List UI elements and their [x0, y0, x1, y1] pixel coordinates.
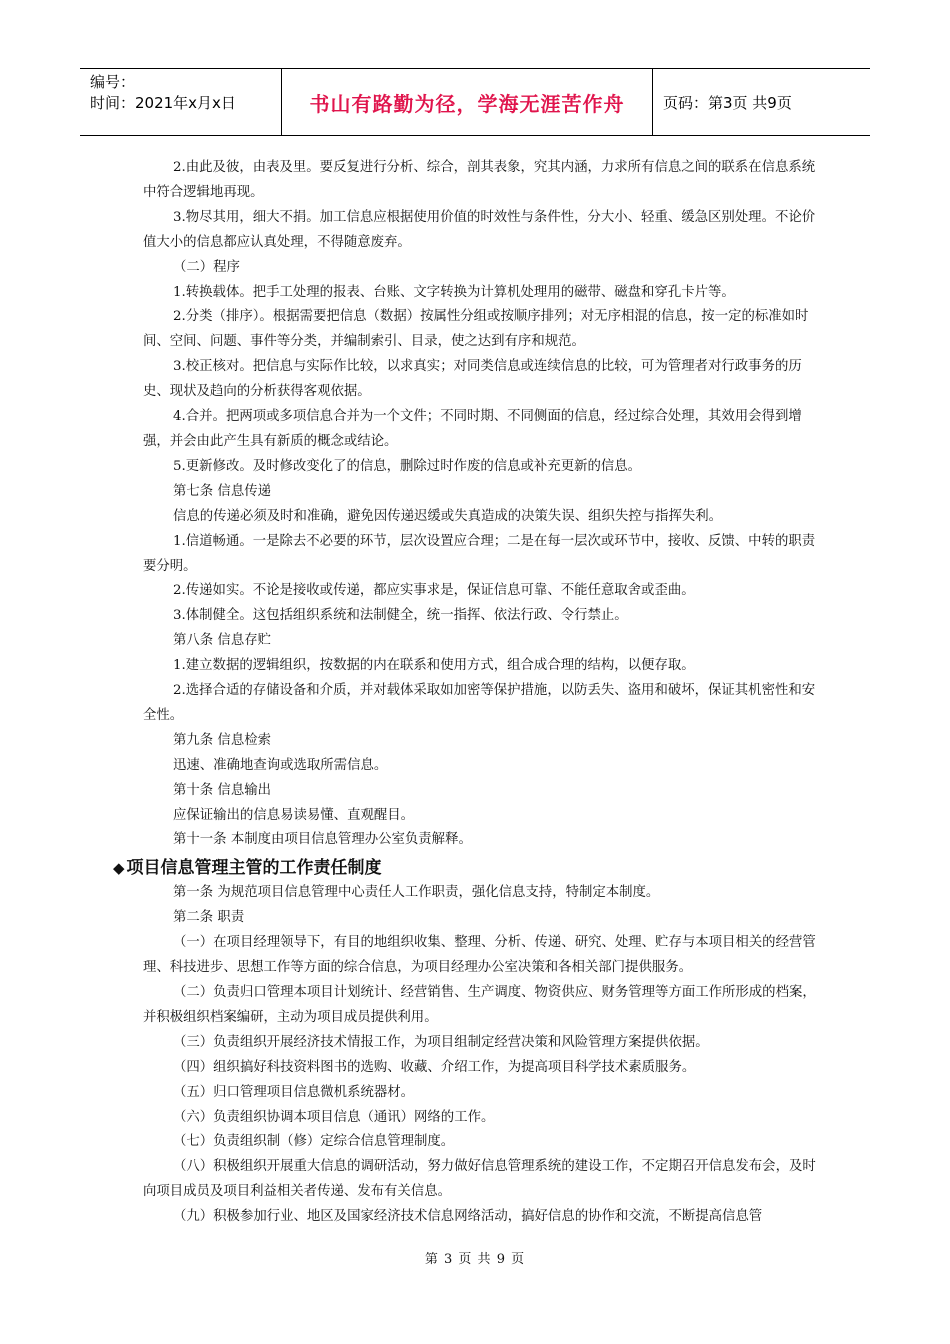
document-body	[113, 156, 823, 1230]
paragraph: 3.校正核对。把信息与实际作比较，以求真实；对同类信息或连续信息的比较，可为管理者对行政事务的历史、现状及趋向的分析获得客观依据。	[143, 359, 802, 400]
paragraph-block	[143, 881, 823, 1230]
paragraph: 应保证输出的信息易读易懂、直观醒目。	[173, 807, 415, 823]
section-heading	[113, 853, 823, 881]
paragraph: （四）组织搞好科技资料图书的选购、收藏、介绍工作，为提高项目科学技术素质服务。	[173, 1059, 696, 1075]
paragraph: 2.由此及彼，由表及里。要反复进行分析、综合，剖其表象，究其内涵，力求所有信息之间的联系在信息系统中符合逻辑地再现。	[143, 160, 816, 200]
paragraph-block	[143, 156, 823, 853]
header-page-info: 页码：第3页 共9页	[663, 93, 792, 112]
section-title: 项目信息管理主管的工作责任制度	[126, 858, 382, 879]
paragraph: 3.体制健全。这包括组织系统和法制健全，统一指挥、依法行政、令行禁止。	[173, 608, 628, 624]
paragraph: 第九条 信息检索	[173, 732, 271, 748]
paragraph: 第八条 信息存贮	[173, 633, 271, 649]
paragraph: 4.合并。把两项或多项信息合并为一个文件；不同时期、不同侧面的信息，经过综合处理，其效用会得到增强，并会由此产生具有新质的概念或结论。	[143, 409, 802, 449]
paragraph: （一）在项目经理领导下，有目的地组织收集、整理、分析、传递、研究、处理、贮存与本项目相关的经营管理、科技进步、思想工作等方面的综合信息，为项目经理办公室决策和各相关部门提供服务。	[143, 935, 816, 976]
paragraph: （九）积极参加行业、地区及国家经济技术信息网络活动，搞好信息的协作和交流，不断提高信息管	[173, 1209, 763, 1225]
paragraph: 5.更新修改。及时修改变化了的信息，删除过时作废的信息或补充更新的信息。	[173, 458, 642, 474]
paragraph: 1.转换载体。把手工处理的报表、台账、文字转换为计算机处理用的磁带、磁盘和穿孔卡片等。	[173, 284, 735, 300]
header-motto-cell	[281, 69, 653, 135]
paragraph: （二）负责归口管理本项目计划统计、经营销售、生产调度、物资供应、财务管理等方面工作所形成的档案，并积极组织档案编研，主动为项目成员提供利用。	[143, 985, 816, 1025]
paragraph: （八）积极组织开展重大信息的调研活动，努力做好信息管理系统的建设工作，不定期召开信息发布会，及时向项目成员及项目利益相关者传递、发布有关信息。	[143, 1159, 816, 1200]
paragraph: 3.物尽其用，细大不捐。加工信息应根据使用价值的时效性与条件性，分大小、轻重、缓急区别处理。不论价值大小的信息都应认真处理，不得随意废弃。	[143, 209, 816, 250]
page-header	[80, 68, 870, 136]
paragraph: （七）负责组织制（修）定综合信息管理制度。	[173, 1134, 455, 1150]
paragraph: （二）程序	[173, 259, 240, 275]
paragraph: 2.传递如实。不论是接收或传递，都应实事求是，保证信息可靠、不能任意取舍或歪曲。	[173, 583, 695, 599]
header-motto: 书山有路勤为径，学海无涯苦作舟	[309, 91, 625, 116]
document-date: 时间：2021年x月x日	[90, 94, 236, 112]
paragraph: 第二条 职责	[173, 910, 245, 926]
paragraph: 第十一条 本制度由项目信息管理办公室负责解释。	[173, 832, 472, 848]
paragraph: 2.选择合适的存储设备和介质，并对载体采取如加密等保护措施，以防丢失、盗用和破坏，保证其机密性和安全性。	[143, 683, 816, 723]
paragraph: 迅速、准确地查询或选取所需信息。	[173, 757, 388, 773]
paragraph: 第一条 为规范项目信息管理中心责任人工作职责，强化信息支持，特制定本制度。	[173, 885, 660, 901]
paragraph: （三）负责组织开展经济技术情报工作，为项目组制定经营决策和风险管理方案提供依据。	[173, 1034, 709, 1050]
paragraph: 第十条 信息输出	[173, 782, 271, 798]
paragraph: （六）负责组织协调本项目信息（通讯）网络的工作。	[173, 1109, 495, 1125]
paragraph: 第七条 信息传递	[173, 483, 271, 499]
header-meta	[80, 69, 281, 135]
paragraph: 1.建立数据的逻辑组织，按数据的内在联系和使用方式，组合成合理的结构，以便存取。	[173, 658, 695, 674]
paragraph: 信息的传递必须及时和准确，避免因传递迟缓或失真造成的决策失误、组织失控与指挥失利。	[173, 508, 723, 524]
paragraph: 1.信道畅通。一是除去不必要的环节，层次设置应合理；二是在每一层次或环节中，接收、反馈、中转的职责要分明。	[143, 533, 816, 574]
diamond-bullet-icon: ◆	[113, 859, 125, 878]
paragraph: 2.分类（排序）。根据需要把信息（数据）按属性分组或按顺序排列；对无序相混的信息，按一定的标准如时间、空间、问题、事件等分类，并编制索引、目录，使之达到有序和规范。	[143, 309, 809, 350]
document-number-label: 编号：	[90, 73, 136, 91]
paragraph: （五）归口管理项目信息微机系统器材。	[173, 1084, 415, 1100]
page-footer: 第 3 页 共 9 页	[424, 1252, 526, 1267]
header-page-info-cell	[653, 69, 870, 135]
